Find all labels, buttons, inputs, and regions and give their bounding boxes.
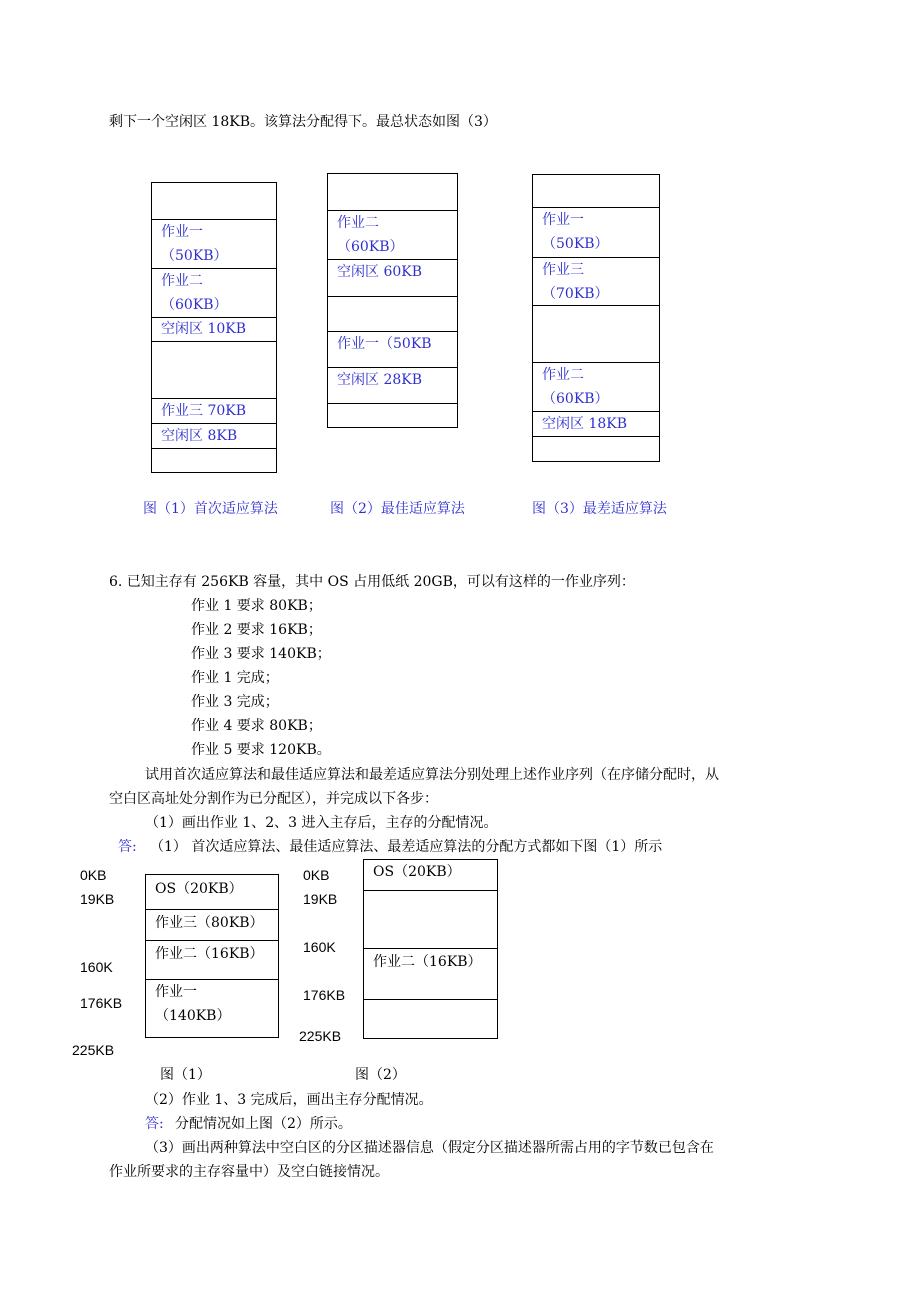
- cell-os: OS（20KB）: [155, 881, 243, 897]
- q6-step2: （2）作业 1、3 完成后，画出主存分配情况。: [145, 1092, 433, 1108]
- cell-free-28kb: 空闲区 28KB: [337, 372, 423, 388]
- job-line: 作业 4 要求 80KB；: [191, 718, 322, 734]
- addr-label: 0KB: [80, 867, 107, 883]
- answer-label: 答:: [118, 839, 137, 855]
- cell-job1: 作业一 （50KB）: [542, 212, 609, 252]
- answer1-text: （1） 首次适应算法、最佳适应算法、最差适应算法的分配方式都如下图（1）所示: [150, 839, 663, 855]
- job-line: 作业 1 完成；: [191, 670, 279, 686]
- cell-job1: 作业一 （140KB）: [155, 984, 231, 1024]
- cell-job2: 作业二（16KB）: [373, 954, 482, 970]
- job-line: 作业 3 完成；: [191, 694, 279, 710]
- addr-label: 19KB: [80, 891, 115, 907]
- answer2-text: 分配情况如上图（2）所示。: [175, 1116, 352, 1132]
- memory-diagram-first-fit: [151, 182, 277, 473]
- addr-label: 225KB: [72, 1042, 115, 1058]
- q6-step3-line1: （3）画出两种算法中空白区的分区描述器信息（假定分区描述器所需占用的字节数已包含在: [145, 1140, 714, 1156]
- cell-os: OS（20KB）: [373, 864, 461, 880]
- addr-label: 176KB: [80, 995, 123, 1011]
- addr-label: 0KB: [303, 867, 330, 883]
- addr-label: 225KB: [299, 1028, 342, 1044]
- caption-fig2: 图（2）: [355, 1067, 406, 1083]
- q6-para1: 试用首次适应算法和最佳适应算法和最差适应算法分别处理上述作业序列（在序储分配时，从: [145, 767, 719, 783]
- job-line: 作业 1 要求 80KB；: [191, 598, 322, 614]
- cell-job3: 作业三 70KB: [161, 403, 247, 419]
- caption-first-fit: 图（1）首次适应算法: [143, 501, 278, 517]
- cell-free-10kb: 空闲区 10KB: [161, 321, 247, 337]
- job-line: 作业 2 要求 16KB；: [191, 622, 322, 638]
- caption-best-fit: 图（2）最佳适应算法: [330, 501, 465, 517]
- cell-free-60kb: 空闲区 60KB: [337, 264, 423, 280]
- intro-line: 剩下一个空闲区 18KB。该算法分配得下。最总状态如图（3）: [109, 114, 497, 130]
- cell-job3: 作业三（80KB）: [155, 915, 264, 931]
- memory-diagram-fig1: [145, 874, 279, 1038]
- memory-diagram-best-fit: [327, 173, 458, 428]
- addr-label: 19KB: [303, 891, 338, 907]
- q6-title: 6. 已知主存有 256KB 容量，其中 OS 占用低纸 20GB，可以有这样的一作业序列：: [109, 574, 635, 590]
- addr-label: 176KB: [303, 987, 346, 1003]
- addr-label: 160K: [303, 939, 336, 955]
- q6-step3-line2: 作业所要求的主存容量中）及空白链接情况。: [109, 1164, 389, 1180]
- q6-para2: 空白区高址处分割作为已分配区），并完成以下各步：: [109, 791, 438, 807]
- job-line: 作业 5 要求 120KB。: [191, 742, 331, 758]
- cell-free-18kb: 空闲区 18KB: [542, 416, 628, 432]
- job-line: 作业 3 要求 140KB；: [191, 646, 331, 662]
- cell-job3: 作业三 （70KB）: [542, 262, 609, 302]
- caption-fig1: 图（1）: [160, 1067, 211, 1083]
- cell-job2: 作业二 （60KB）: [337, 215, 404, 255]
- cell-job2: 作业二 （60KB）: [161, 273, 228, 313]
- q6-step1: （1）画出作业 1、2、3 进入主存后，主存的分配情况。: [145, 815, 498, 831]
- memory-diagram-worst-fit: [532, 174, 660, 462]
- cell-job1: 作业一（50KB: [337, 336, 432, 352]
- cell-job2: 作业二（16KB）: [155, 946, 264, 962]
- answer-label: 答:: [145, 1116, 164, 1132]
- addr-label: 160K: [80, 959, 113, 975]
- memory-diagram-fig2: [363, 859, 498, 1039]
- caption-worst-fit: 图（3）最差适应算法: [532, 501, 667, 517]
- cell-free-8kb: 空闲区 8KB: [161, 428, 238, 444]
- cell-job1: 作业一 （50KB）: [161, 224, 228, 264]
- cell-job2: 作业二 （60KB）: [542, 367, 609, 407]
